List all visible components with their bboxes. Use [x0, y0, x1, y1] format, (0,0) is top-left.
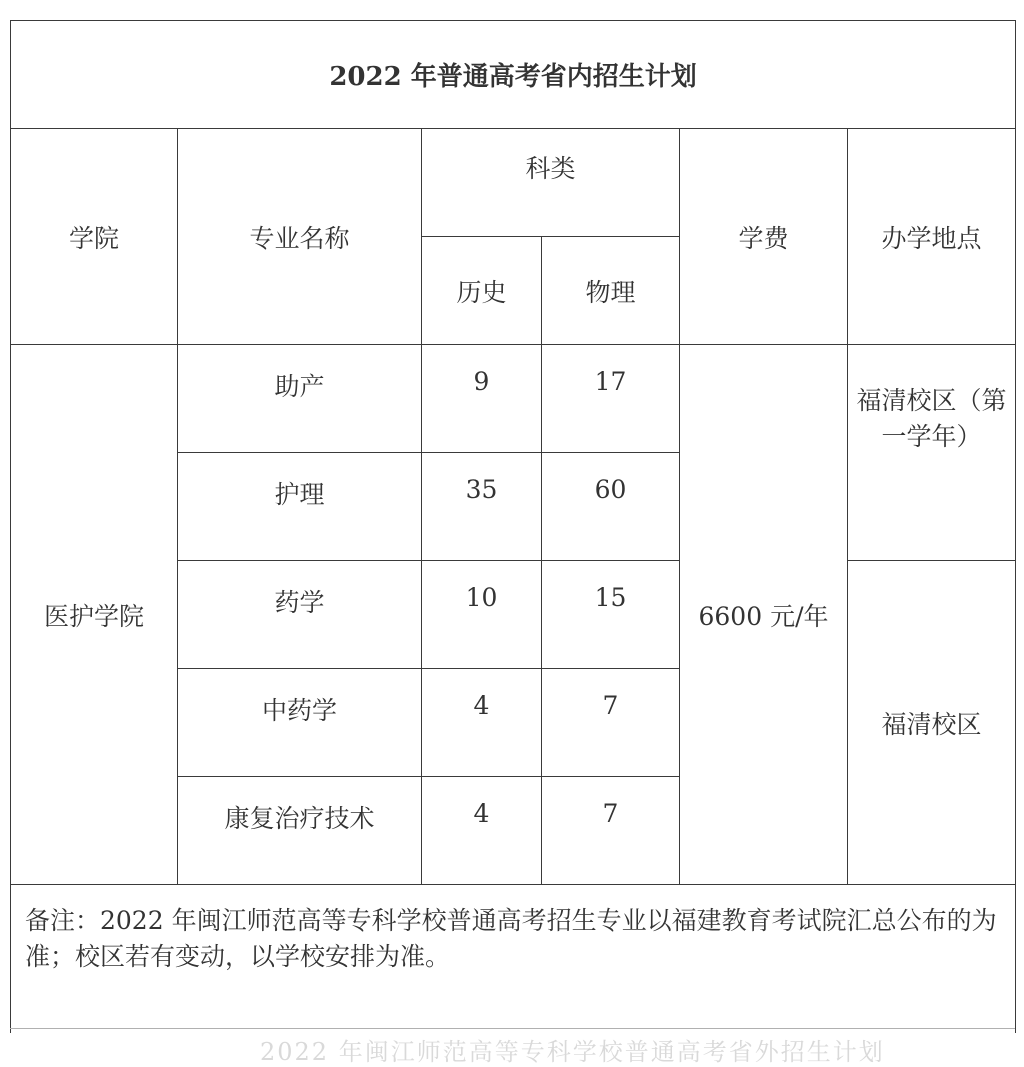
physics-count: 15	[542, 561, 680, 669]
major-name: 护理	[178, 453, 422, 561]
physics-count: 7	[542, 777, 680, 885]
history-count: 10	[422, 561, 542, 669]
tuition-value: 6600 元/年	[680, 345, 848, 885]
header-physics: 物理	[542, 237, 680, 345]
table-title: 2022 年普通高考省内招生计划	[11, 21, 1016, 129]
history-count: 4	[422, 777, 542, 885]
header-tuition: 学费	[680, 129, 848, 345]
header-category: 科类	[422, 129, 680, 237]
bottom-divider	[10, 1028, 1015, 1029]
header-major: 专业名称	[178, 129, 422, 345]
header-history: 历史	[422, 237, 542, 345]
history-count: 35	[422, 453, 542, 561]
table-row	[11, 345, 1016, 453]
major-name: 助产	[178, 345, 422, 453]
location-first: 福清校区（第一学年）	[848, 345, 1016, 561]
major-name: 药学	[178, 561, 422, 669]
physics-count: 17	[542, 345, 680, 453]
header-college: 学院	[11, 129, 178, 345]
remark-note: 备注：2022 年闽江师范高等专科学校普通高考招生专业以福建教育考试院汇总公布的为准；校区若有变动，以学校安排为准。	[11, 885, 1016, 1033]
history-count: 4	[422, 669, 542, 777]
physics-count: 7	[542, 669, 680, 777]
header-location: 办学地点	[848, 129, 1016, 345]
enrollment-plan-table	[10, 20, 1016, 1033]
faded-next-title: 2022 年闽江师范高等专科学校普通高考省外招生计划	[260, 1038, 885, 1066]
history-count: 9	[422, 345, 542, 453]
college-name: 医护学院	[11, 345, 178, 885]
major-name: 中药学	[178, 669, 422, 777]
major-name: 康复治疗技术	[178, 777, 422, 885]
location-second: 福清校区	[848, 561, 1016, 885]
physics-count: 60	[542, 453, 680, 561]
